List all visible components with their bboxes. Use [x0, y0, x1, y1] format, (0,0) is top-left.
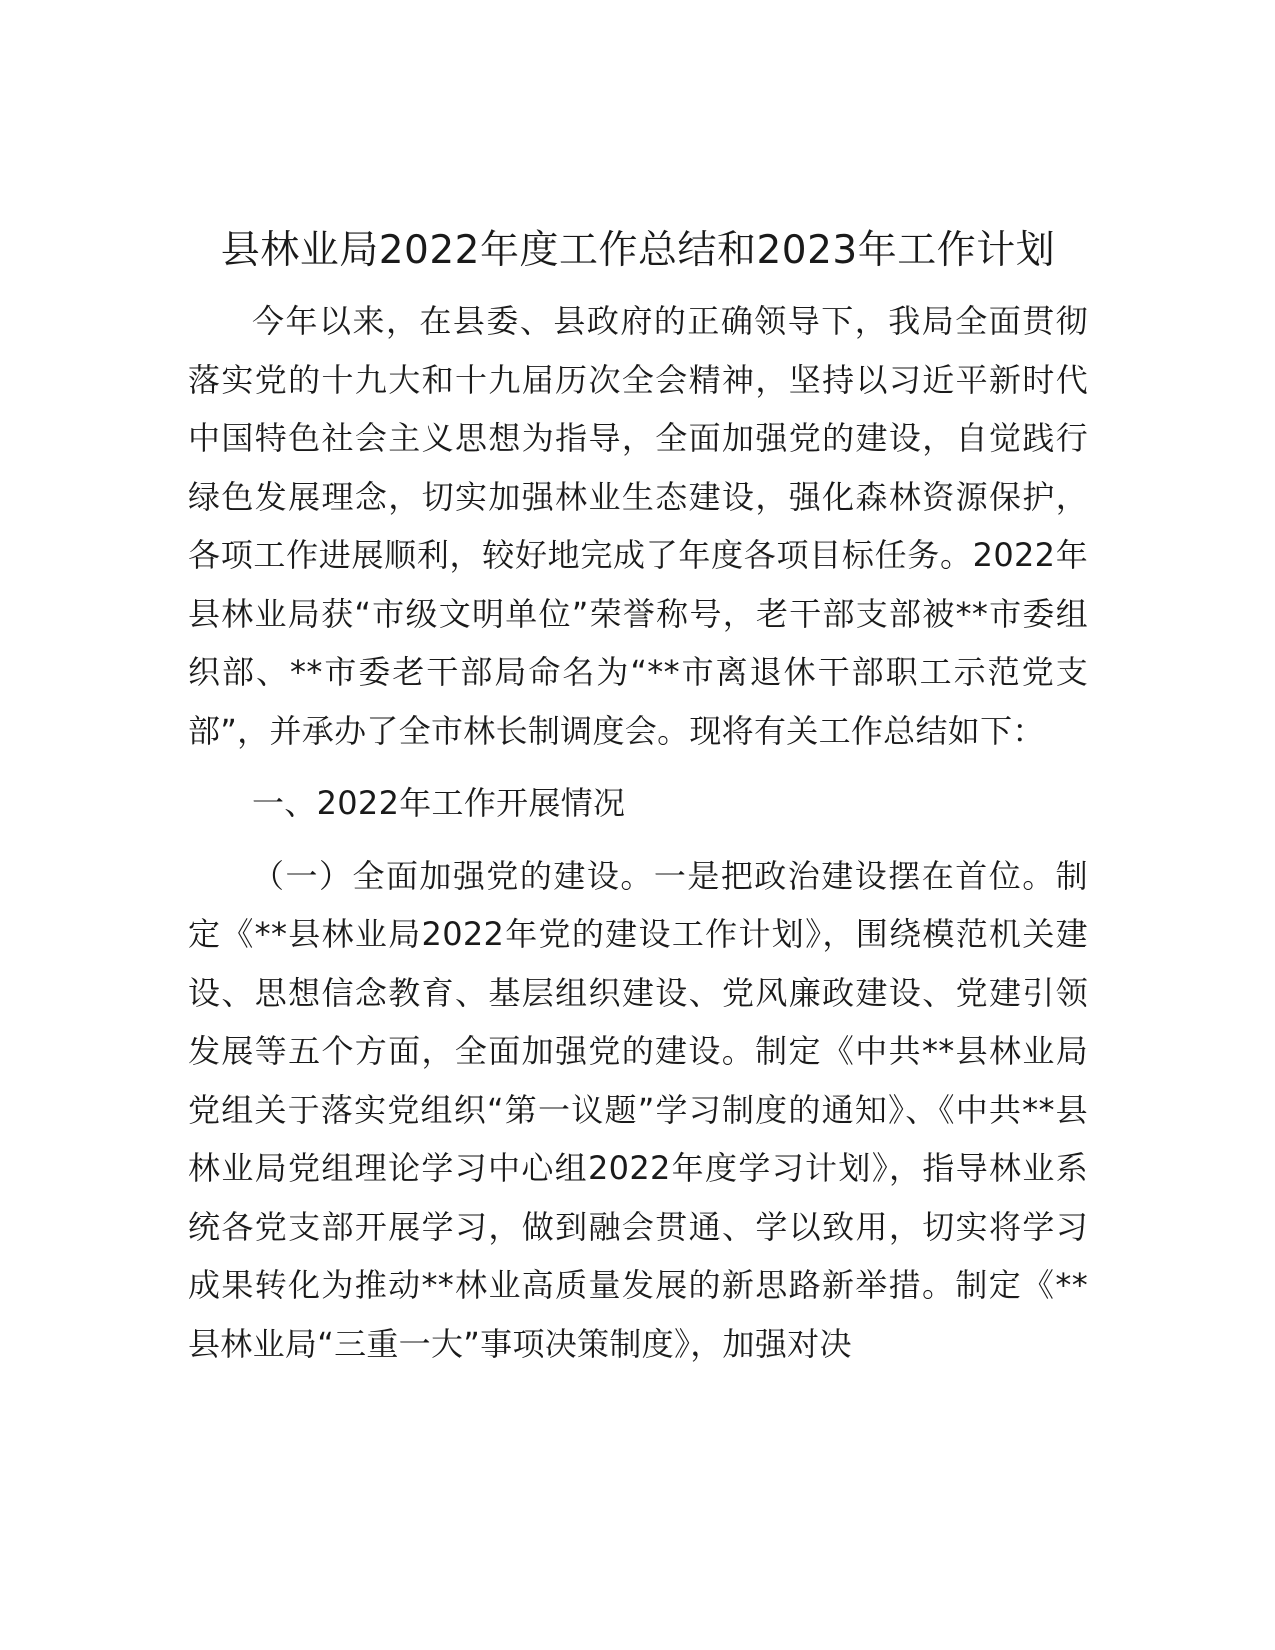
section-heading: 一、2022年工作开展情况 [252, 784, 626, 822]
section-paragraph: （一）全面加强党的建设。一是把政治建设摆在首位。制定《**县林业局2022年党的建设工作计划》，围绕模范机关建设、思想信念教育、基层组织建设、党风廉政建设、党建引领发展等五个方面，全面加强党的建设。制定《中共**县林业局党组关于落实党组织“第一议题”学习制度的通知》、《中共**县林业局党组理论学习中心组2022年度学习计划》，指导林业系统各党支部开展学习，做到融会贯通、学以致用，切实将学习成果转化为推动**林业高质量发展的新思路新举措。制定《**县林业局“三重一大”事项决策制度》，加强对决 [188, 856, 1088, 1363]
document-title: 县林业局2022年度工作总结和2023年工作计划 [220, 228, 1056, 273]
document-page [188, 222, 1088, 1373]
intro-paragraph: 今年以来，在县委、县政府的正确领导下，我局全面贯彻落实党的十九大和十九届历次全会精神，坚持以习近平新时代中国特色社会主义思想为指导，全面加强党的建设，自觉践行绿色发展理念，切实加强林业生态建设，强化森林资源保护，各项工作进展顺利，较好地完成了年度各项目标任务。2022年县林业局获“市级文明单位”荣誉称号，老干部支部被**市委组织部、**市委老干部局命名为“**市离退休干部职工示范党支部”，并承办了全市林长制调度会。现将有关工作总结如下： [188, 302, 1088, 750]
